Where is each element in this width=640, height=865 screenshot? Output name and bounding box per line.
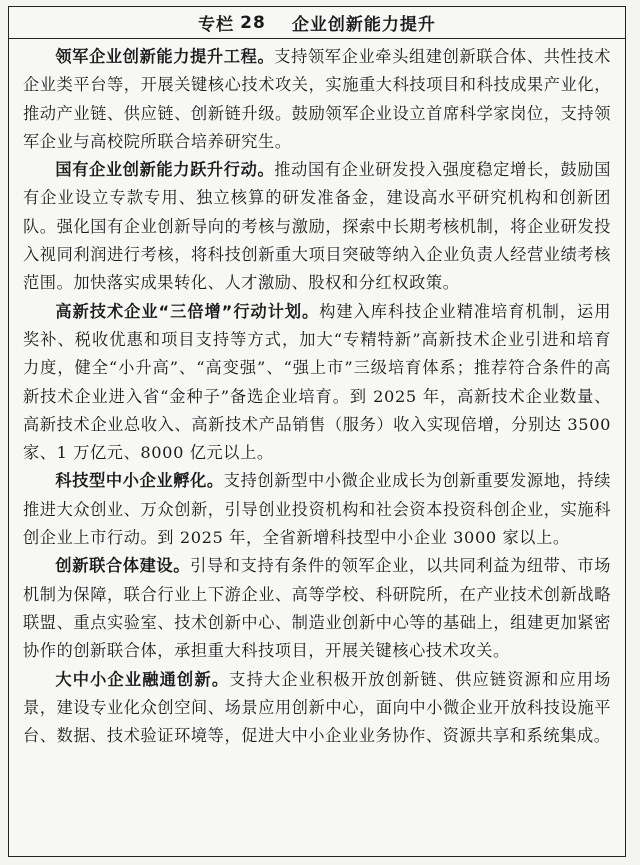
paragraph-heading: 高新技术企业“三倍增”行动计划。 xyxy=(55,301,320,321)
column-body xyxy=(9,39,625,750)
paragraph-heading: 科技型中小企业孵化。 xyxy=(55,471,224,491)
paragraph-integrated-innovation xyxy=(23,666,611,751)
paragraph-sme-incubation xyxy=(23,467,611,552)
paragraph-state-owned-enterprise xyxy=(23,156,611,297)
paragraph-text: 支持领军企业牵头组建创新联合体、共性技术企业类平台等，开展关键核心技术攻关，实施重大科技项目和科技成果产业化，推动产业链、供应链、创新链升级。鼓励领军企业设立首席科学家岗位，支持领军企业与高校院所联合培养研究生。 xyxy=(23,47,611,151)
paragraph-heading: 领军企业创新能力提升工程。 xyxy=(55,47,275,66)
paragraph-text: 引导和支持有条件的领军企业，以共同利益为纽带、市场机制为保障，联合行业上下游企业、高等学校、科研院所，在产业技术创新战略联盟、重点实验室、技术创新中心、制造业创新中心等的基础上，组建更加紧密协作的创新联合体，承担重大科技项目，开展关键核心技术攻关。 xyxy=(23,556,611,661)
column-label: 专栏 xyxy=(198,15,235,35)
paragraph-high-tech-tripling xyxy=(23,298,611,468)
paragraph-text: 构建入库科技企业精准培育机制，运用奖补、税收优惠和项目支持等方式，加大“专精特新”高新技术企业引进和培育力度，健全“小升高”、“高变强”、“强上市”三级培育体系；推荐符合条件的高新技术企业进入省“金种子”备选企业培育。到 2025 年，高新技术企业数量、高新技术企业总收入、高新技术产品销售（服务）收入实现倍增，分别达 3500 家、1 万亿元、8000 亿元以上。 xyxy=(23,301,611,463)
paragraph-text: 支持创新型中小微企业成长为创新重要发源地，持续推进大众创业、万众创新，引导创业投资机构和社会资本投资科创企业，实施科创企业上市行动。到 2025 年，全省新增科技型中小企业 3000 家以上。 xyxy=(23,471,611,548)
paragraph-innovation-consortium xyxy=(23,552,611,665)
paragraph-leading-enterprise xyxy=(23,43,611,156)
paragraph-text: 支持大企业积极开放创新链、供应链资源和应用场景，建设专业化众创空间、场景应用创新中心，面向中小微企业开放科技设施平台、数据、技术验证环境等，促进大中小企业业务协作、资源共享和系统集成。 xyxy=(23,669,611,746)
column-header xyxy=(9,7,625,39)
column-title: 企业创新能力提升 xyxy=(291,15,436,35)
paragraph-heading: 大中小企业融通创新。 xyxy=(55,669,230,689)
paragraph-heading: 国有企业创新能力跃升行动。 xyxy=(55,160,275,180)
paragraph-heading: 创新联合体建设。 xyxy=(55,556,191,576)
column-number: 28 xyxy=(240,12,266,33)
paragraph-text: 推动国有企业研发投入强度稳定增长，鼓励国有企业设立专款专用、独立核算的研发准备金，建设高水平研究机构和创新团队。强化国有企业创新导向的考核与激励，探索中长期考核机制，将企业研发投入视同利润进行考核，将科技创新重大项目突破等纳入企业负责人经营业绩考核范围。加快落实成果转化、人才激励、股权和分红权政策。 xyxy=(23,160,611,293)
column-box xyxy=(8,6,626,857)
